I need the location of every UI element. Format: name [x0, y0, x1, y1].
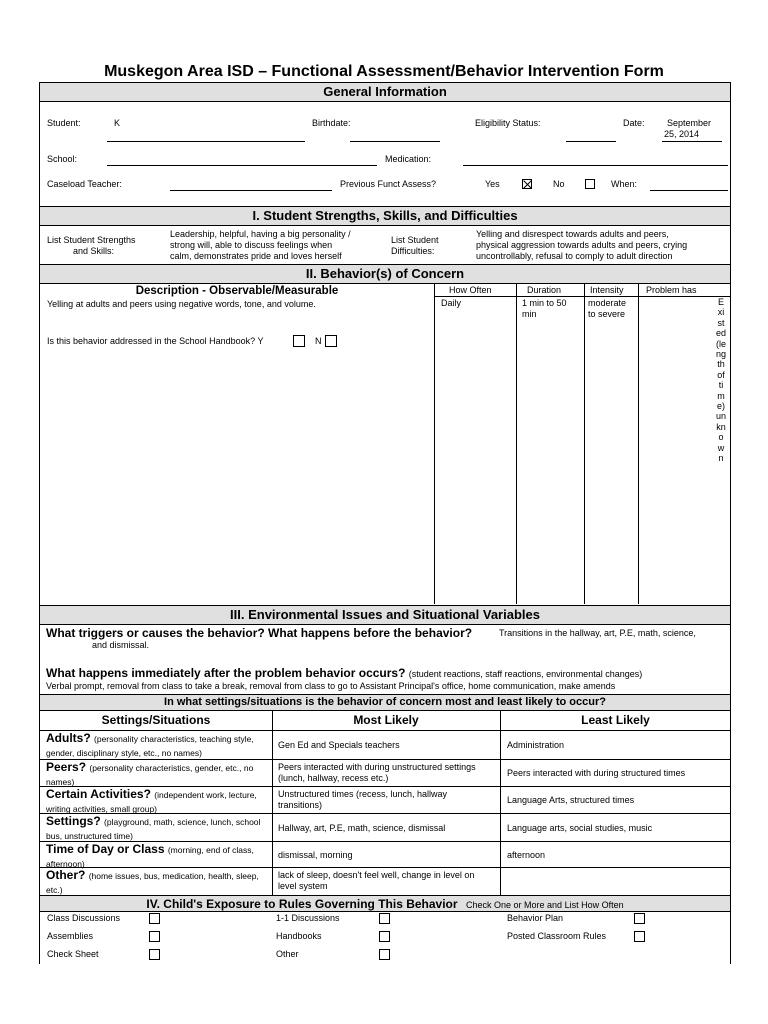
triggers-answer-1[interactable]: Transitions in the hallway, art, P.E, math, science,: [499, 628, 696, 638]
settings-row-hint: (personality characteristics, teaching style, gender, disciplinary style, etc., no names): [46, 734, 254, 758]
date-line: [662, 141, 722, 142]
section2-col-line-4: [638, 284, 639, 604]
difficulties-label-1: List Student: [391, 235, 439, 245]
handbook-yes-checkbox[interactable]: [293, 335, 305, 347]
difficulties-text-3: uncontrollably, refusal to comply to adult direction: [476, 251, 673, 261]
exposure-item-checkbox[interactable]: [149, 913, 160, 924]
how-often-value[interactable]: Daily: [441, 298, 462, 308]
exposure-item-label: Behavior Plan: [507, 913, 564, 923]
settings-row-hint: (playground, math, science, lunch, school bus, unstructured time): [46, 817, 261, 841]
settings-row-hint: (morning, end of class, afternoon): [46, 845, 254, 869]
settings-row-least[interactable]: Administration: [507, 740, 565, 750]
exposure-item-checkbox[interactable]: [634, 913, 645, 924]
exposure-item-checkbox[interactable]: [379, 949, 390, 960]
settings-row-label: [46, 732, 270, 760]
settings-rule-0: [39, 730, 731, 731]
problem-has-value[interactable]: Existed(length of time) unknown: [716, 297, 727, 464]
settings-row-most[interactable]: Hallway, art, P.E, math, science, dismissal: [278, 823, 446, 833]
settings-row-label: [46, 815, 270, 843]
col-problem-header: Problem has: [646, 285, 697, 295]
intensity-value-2[interactable]: to severe: [588, 309, 626, 319]
student-label: Student:: [47, 118, 81, 128]
school-label: School:: [47, 154, 78, 164]
triggers-question: What triggers or causes the behavior? What happens before the behavior?: [46, 626, 473, 640]
birthdate-line: [350, 141, 440, 142]
settings-row-label-text: Adults?: [46, 731, 91, 745]
settings-row-hint: (independent work, lecture, writing activities, small group): [46, 790, 257, 814]
settings-row-label-text: Peers?: [46, 760, 87, 774]
settings-row-least[interactable]: Language arts, social studies, music: [507, 823, 653, 833]
difficulties-label-2: Difficulties:: [391, 246, 435, 256]
date-label: Date:: [623, 118, 645, 128]
school-line: [107, 165, 377, 166]
after-behavior-question: [46, 666, 642, 681]
exposure-item-checkbox[interactable]: [149, 931, 160, 942]
exposure-item-label: Other: [276, 949, 299, 959]
section2-header-rule: [434, 296, 731, 297]
after-behavior-question-hint: (student reactions, staff reactions, environmental changes): [408, 669, 643, 679]
settings-col-line-2: [500, 711, 501, 895]
section2-col-line-1: [434, 284, 435, 604]
exposure-item-label: Assemblies: [47, 931, 94, 941]
settings-row-label: [46, 869, 270, 897]
col-description-header: Description - Observable/Measurable: [135, 285, 339, 297]
birthdate-label: Birthdate:: [312, 118, 351, 128]
general-info-header: General Information: [39, 82, 731, 102]
prev-assess-label: Previous Funct Assess?: [340, 179, 437, 189]
col-duration-header: Duration: [527, 285, 562, 295]
exposure-item-checkbox[interactable]: [634, 931, 645, 942]
no-checkbox[interactable]: [585, 179, 595, 189]
handbook-no-checkbox[interactable]: [325, 335, 337, 347]
col-intensity-header: Intensity: [590, 285, 624, 295]
col-least-likely-header: Least Likely: [581, 713, 650, 727]
strengths-text-2: strong will, able to discuss feelings when: [170, 240, 333, 250]
behavior-description[interactable]: Yelling at adults and peers using negative words, tone, and volume.: [47, 299, 316, 309]
strengths-text-1: Leadership, helpful, having a big personality /: [170, 229, 351, 239]
medication-line: [463, 165, 728, 166]
settings-row-label-text: Time of Day or Class: [46, 842, 165, 856]
settings-row-least[interactable]: Language Arts, structured times: [507, 795, 635, 805]
eligibility-line: [566, 141, 616, 142]
duration-value-1[interactable]: 1 min to 50: [522, 298, 567, 308]
exposure-item-label: Handbooks: [276, 931, 322, 941]
settings-row-label: [46, 761, 266, 789]
after-behavior-answer[interactable]: Verbal prompt, removal from class to take a break, removal from class to go to Assistant Principal's office, home communication, make amends: [46, 681, 616, 691]
settings-row-most[interactable]: dismissal, morning: [278, 850, 353, 860]
student-value[interactable]: K: [114, 118, 121, 128]
section4-heading: IV. Child's Exposure to Rules Governing This Behavior: [146, 897, 458, 911]
settings-row-most[interactable]: lack of sleep, doesn't feel well, change in level on level system: [278, 870, 475, 891]
settings-row-label: [46, 843, 270, 871]
section2-header: II. Behavior(s) of Concern: [39, 264, 731, 284]
student-line: [107, 141, 305, 142]
handbook-question: Is this behavior addressed in the School Handbook? Y: [47, 336, 264, 346]
settings-row-most[interactable]: Unstructured times (recess, lunch, hallway transitions): [278, 789, 448, 810]
after-behavior-question-text: What happens immediately after the problem behavior occurs?: [46, 666, 406, 680]
when-line: [650, 190, 728, 191]
section4-heading-note: Check One or More and List How Often: [466, 900, 624, 910]
section4-header: [39, 895, 731, 912]
difficulties-text-1: Yelling and disrespect towards adults and peers,: [476, 229, 669, 239]
handbook-no-label: N: [315, 336, 322, 346]
settings-header: In what settings/situations is the behavior of concern most and least likely to occur?: [39, 694, 731, 711]
settings-row-hint: (home issues, bus, medication, health, sleep, etc.): [46, 871, 259, 895]
exposure-item-label: 1-1 Discussions: [276, 913, 340, 923]
date-value-2[interactable]: 25, 2014: [664, 129, 700, 139]
date-value-1[interactable]: September: [667, 118, 712, 128]
yes-checkbox-checked[interactable]: [522, 179, 532, 189]
caseload-label: Caseload Teacher:: [47, 179, 122, 189]
section2-col-line-3: [584, 284, 585, 604]
exposure-item-checkbox[interactable]: [379, 913, 390, 924]
intensity-value-1[interactable]: moderate: [588, 298, 627, 308]
section2-col-line-2: [516, 284, 517, 604]
strengths-text-3: calm, demonstrates pride and loves herself: [170, 251, 342, 261]
settings-row-label-text: Certain Activities?: [46, 787, 151, 801]
when-label: When:: [611, 179, 638, 189]
section1-header: I. Student Strengths, Skills, and Difficulties: [39, 206, 731, 226]
settings-row-label-text: Settings?: [46, 814, 101, 828]
settings-row-label: [46, 788, 270, 816]
duration-value-2[interactable]: min: [522, 309, 537, 319]
col-most-likely-header: Most Likely: [353, 713, 419, 727]
eligibility-label: Eligibility Status:: [475, 118, 541, 128]
exposure-item-label: Check Sheet: [47, 949, 99, 959]
form-title: Muskegon Area ISD – Functional Assessment/Behavior Intervention Form: [104, 63, 664, 80]
col-settings-header: Settings/Situations: [101, 713, 211, 727]
medication-label: Medication:: [385, 154, 432, 164]
settings-row-least[interactable]: afternoon: [507, 850, 546, 860]
settings-row-most[interactable]: Gen Ed and Specials teachers: [278, 740, 400, 750]
section3-header: III. Environmental Issues and Situational Variables: [39, 605, 731, 625]
exposure-item-label: Class Discussions: [47, 913, 121, 923]
yes-label: Yes: [485, 179, 500, 189]
exposure-item-label: Posted Classroom Rules: [507, 931, 607, 941]
difficulties-text-2: physical aggression towards adults and peers, crying: [476, 240, 688, 250]
strengths-label-1: List Student Strengths: [47, 235, 136, 245]
no-label: No: [553, 179, 565, 189]
settings-row-label-text: Other?: [46, 868, 86, 882]
triggers-answer-2[interactable]: and dismissal.: [92, 640, 150, 650]
settings-row-most[interactable]: Peers interacted with during unstructured settings (lunch, hallway, recess etc.): [278, 762, 476, 783]
settings-row-hint: (personality characteristics, gender, etc., no names): [46, 763, 254, 787]
exposure-item-checkbox[interactable]: [149, 949, 160, 960]
settings-col-line-1: [272, 711, 273, 895]
settings-row-least[interactable]: Peers interacted with during structured times: [507, 768, 686, 778]
strengths-label-2: and Skills:: [73, 246, 115, 256]
col-how-often-header: How Often: [449, 285, 492, 295]
caseload-line: [170, 190, 332, 191]
exposure-item-checkbox[interactable]: [379, 931, 390, 942]
